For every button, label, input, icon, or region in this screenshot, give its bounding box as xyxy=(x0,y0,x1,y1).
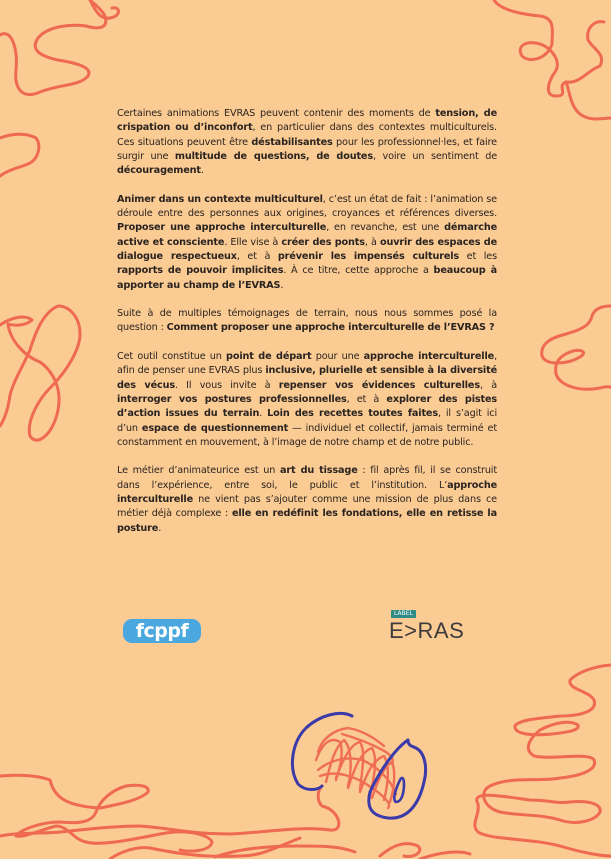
emphasis-text: espace de questionnement xyxy=(141,422,289,434)
emphasis-text: elle en redéfinit les fondations, elle en retisse la posture xyxy=(117,508,497,534)
body-text-segment: pour une xyxy=(311,351,364,363)
emphasis-text: Proposer une approche interculturelle xyxy=(117,222,327,234)
evras-label-tag: LABEL xyxy=(391,610,416,618)
thread-right-middle xyxy=(542,306,611,389)
body-text-segment: : fil après fil, il se construit dans l’expérience, entre soi, le public et l’institution. L’ xyxy=(117,465,497,491)
emphasis-text: art du tissage xyxy=(280,465,358,477)
emphasis-text: multitude de questions, de doutes xyxy=(174,150,373,162)
body-text-segment: . Elle vise à xyxy=(224,236,282,248)
body-text-segment: , en revanche, est une xyxy=(326,222,445,234)
body-text-segment: , et à xyxy=(236,250,278,262)
thread-left-upper xyxy=(0,134,39,176)
emphasis-text: Animer dans un contexte multiculturel xyxy=(117,193,323,205)
label-evras-logo xyxy=(388,608,473,648)
emphasis-text: explorer des pistes d’action issues du terrain xyxy=(117,393,497,420)
emphasis-text: démarche active et consciente xyxy=(117,222,497,248)
thread-left-middle xyxy=(0,306,80,440)
body-text-segment: pour les professionnel·les, et faire surgir une xyxy=(117,136,497,162)
emphasis-text: inclusive, plurielle et sensible à la diversité des vécus xyxy=(117,365,498,391)
emphasis-text: découragement xyxy=(117,165,201,177)
body-text-segment: , en particulier dans des contextes multiculturels. Ces situations peuvent être xyxy=(117,122,497,148)
body-text-segment: . xyxy=(280,279,284,291)
emphasis-text: ouvrir des espaces de dialogue respectueux xyxy=(117,236,497,262)
emphasis-text: rapports de pouvoir implicites xyxy=(117,265,284,277)
emphasis-text: approche interculturelle xyxy=(363,351,495,363)
emphasis-text: repenser vos évidences culturelles xyxy=(278,379,480,391)
body-text-segment: , et à xyxy=(346,393,387,405)
thread-bottom-left-2 xyxy=(110,838,300,859)
paragraph xyxy=(117,307,497,336)
emphasis-text: point de départ xyxy=(226,351,312,363)
body-text-segment: Le métier d’animateurice est un xyxy=(117,465,281,477)
thread-bottom-right-2 xyxy=(380,844,420,857)
paragraph xyxy=(117,193,497,293)
emphasis-text: interroger vos postures professionnelles xyxy=(117,393,347,405)
thread-spool-lead-2 xyxy=(215,846,355,857)
fcppf-logo xyxy=(123,619,201,643)
thread-top-right-2 xyxy=(566,82,611,119)
body-text-segment: . xyxy=(158,522,162,534)
emphasis-text: Loin des recettes toutes faites xyxy=(267,408,438,420)
emphasis-text: Comment proposer une approche interculturelle de l’EVRAS ? xyxy=(166,322,495,334)
emphasis-text: prévenir les impensés culturels xyxy=(277,250,460,262)
thread-bottom-left xyxy=(0,775,212,851)
body-text-segment: et les xyxy=(459,250,497,262)
body-text-segment: , afin de penser une EVRAS plus xyxy=(117,351,497,377)
body-text-segment: ne vient pas s’ajouter comme une mission de plus dans ce métier déjà complexe : xyxy=(117,494,497,520)
body-text-segment: . Il vous invite à xyxy=(174,379,279,391)
thread-top-left-2 xyxy=(90,0,119,18)
paragraph xyxy=(117,107,497,178)
body-text-segment: . xyxy=(200,165,204,177)
thread-bottom-right-3 xyxy=(420,852,470,859)
body-text-segment: Certaines animations EVRAS peuvent contenir des moments de xyxy=(117,108,436,119)
thread-spool xyxy=(292,713,425,818)
thread-top-left xyxy=(0,0,106,95)
emphasis-text: créer des ponts xyxy=(281,236,365,248)
emphasis-text: déstabilisantes xyxy=(251,136,333,148)
thread-bottom-right xyxy=(475,665,611,856)
thread-spool-lead xyxy=(0,786,339,836)
paragraph xyxy=(117,464,497,535)
thread-top-right xyxy=(494,0,604,96)
evras-wordmark: E>RAS xyxy=(389,618,465,643)
body-text-segment: , voire un sentiment de xyxy=(372,150,498,162)
body-text-segment: Cet outil constitue un xyxy=(117,351,227,363)
body-text-segment: Suite à de multiples témoignages de terrain, nous nous sommes posé la question : xyxy=(117,308,497,334)
emphasis-text: beaucoup à apporter au champ de l’EVRAS xyxy=(117,265,497,291)
emphasis-text: tension, de crispation ou d’inconfort xyxy=(117,108,497,134)
body-text-segment: , c’est un état de fait : l’animation se déroule entre des personnes aux origines, croyances et références diverses. xyxy=(117,193,497,220)
paragraph xyxy=(117,350,497,450)
body-text-segment: — individuel et collectif, jamais terminé et constamment en mouvement, à l’image de notre champ et de notre public. xyxy=(117,422,497,448)
body-text-segment: , à xyxy=(479,379,497,391)
body-text xyxy=(117,107,497,550)
body-text-segment: . À ce titre, cette approche a xyxy=(283,265,434,277)
emphasis-text: approche interculturelle xyxy=(117,479,497,506)
body-text-segment: , à xyxy=(364,236,380,248)
fcppf-logo-text: fcppf xyxy=(135,620,189,642)
body-text-segment: , il s’agit ici d’un xyxy=(117,408,497,434)
body-text-segment: . xyxy=(259,408,268,420)
